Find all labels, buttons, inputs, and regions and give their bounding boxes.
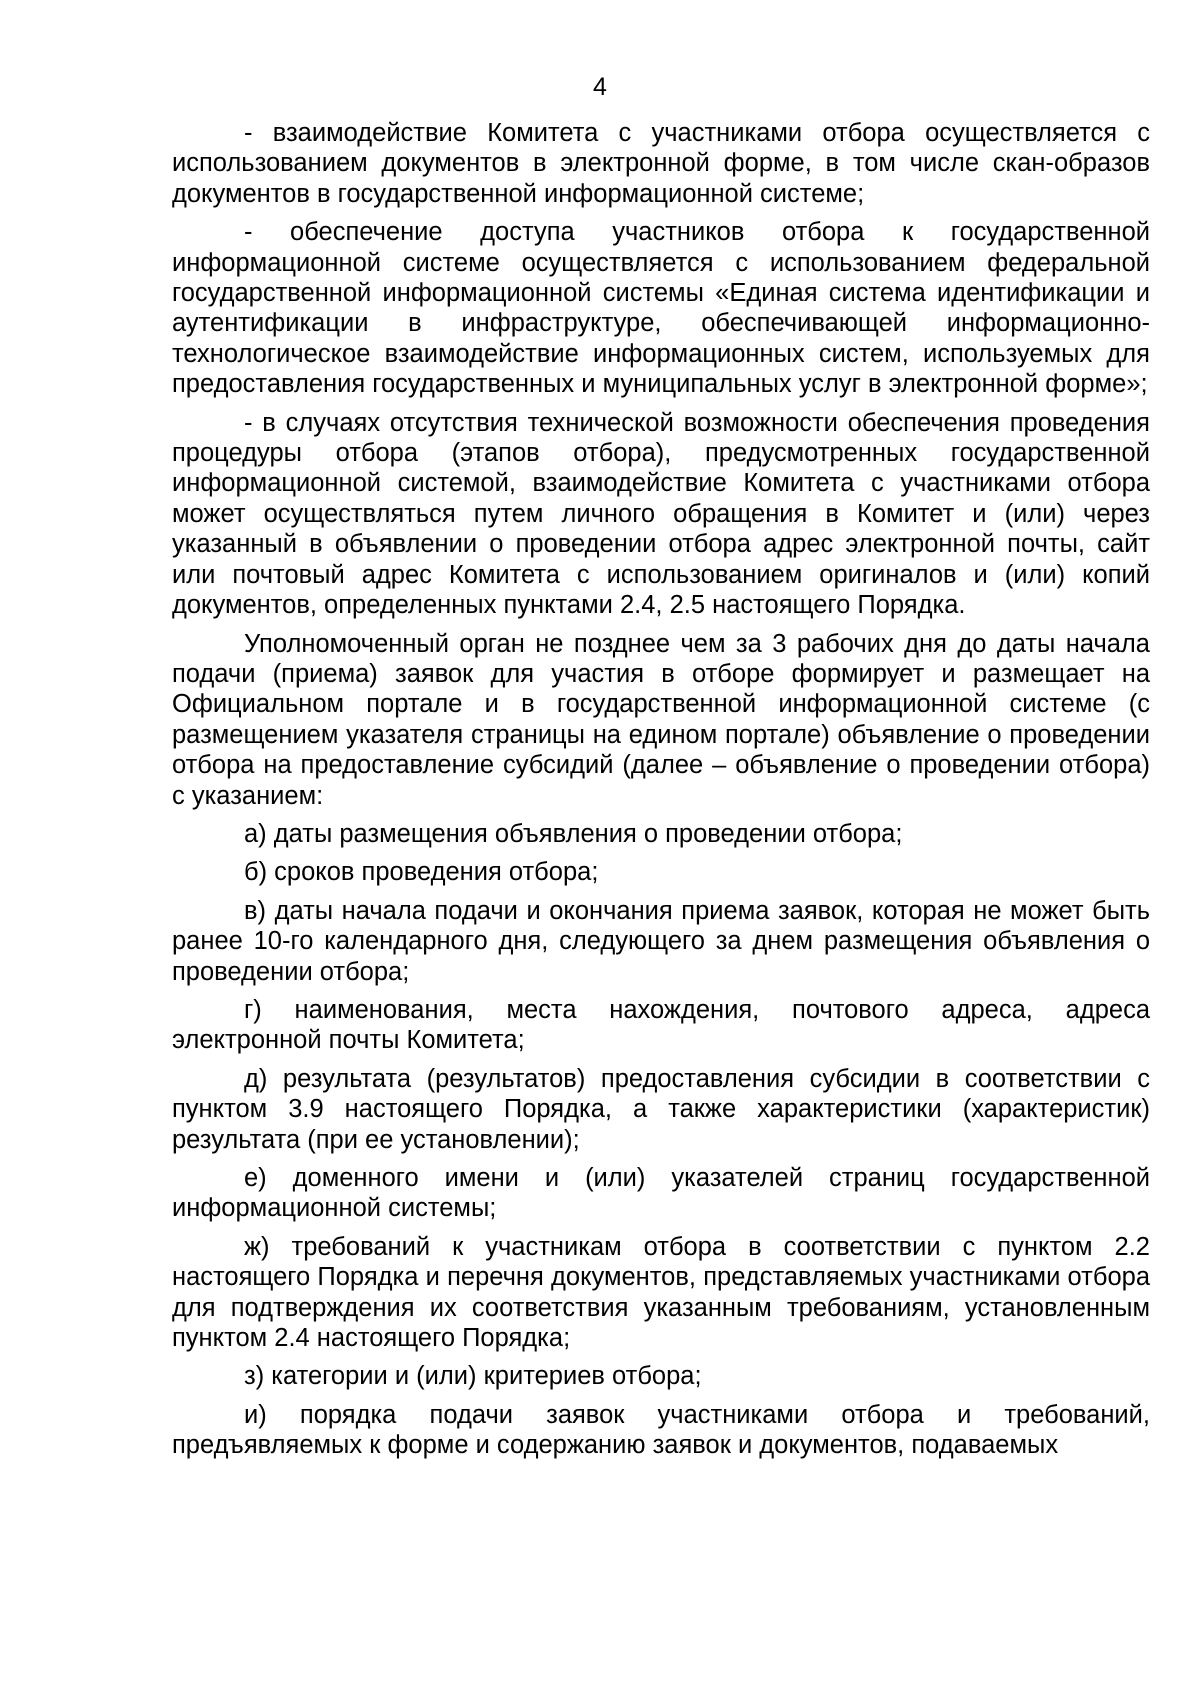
list-item-v: в) даты начала подачи и окончания приема заявок, которая не может быть ранее 10-го календарного дня, следующего за днем размещения объявления о проведении отбора;: [172, 896, 1150, 986]
list-item-e: е) доменного имени и (или) указателей страниц государственной информационной системы;: [172, 1164, 1150, 1223]
paragraph-esia-access: - обеспечение доступа участников отбора к государственной информационной системе осуществляется с использованием федеральной государственной информационной системы «Единая система идентификации и аутентификации в инфраструктуре, обеспечивающей информационно-технологическое взаимодействие информационных систем, используемых для предоставления государственных и муниципальных услуг в электронной форме»;: [172, 218, 1150, 399]
list-item-z: з) категории и (или) критериев отбора;: [244, 1362, 702, 1391]
document-body: [172, 118, 1150, 1469]
list-item-i: и) порядка подачи заявок участниками отбора и требований, предъявляемых к форме и содержанию заявок и документов, подаваемых: [172, 1400, 1150, 1460]
paragraph-electronic-interaction: - взаимодействие Комитета с участниками отбора осуществляется с использованием документов в электронной форме, в том числе скан-образов документов в государственной информационной системе;: [172, 119, 1150, 208]
list-item-a: а) даты размещения объявления о проведении отбора;: [244, 819, 903, 848]
list-item-b: б) сроков проведения отбора;: [244, 858, 599, 887]
paragraph-announcement: Уполномоченный орган не позднее чем за 3 рабочих дня до даты начала подачи (приема) заявок для участия в отборе формирует и размещает на Официальном портале и в государственной информационной системе (с размещением указателя страницы на едином портале) объявление о проведении отбора на предоставление субсидий (далее – объявление о проведении отбора) с указанием:: [172, 629, 1150, 810]
list-item-g: г) наименования, места нахождения, почтового адреса, адреса электронной почты Комитета;: [172, 995, 1150, 1055]
list-item-d: д) результата (результатов) предоставления субсидии в соответствии с пунктом 3.9 настоящего Порядка, а также характеристики (характеристик) результата (при ее установлении);: [172, 1064, 1150, 1154]
page-number: 4: [593, 73, 607, 101]
list-item-zh: ж) требований к участникам отбора в соответствии с пунктом 2.2 настоящего Порядка и перечня документов, представляемых участниками отбора для подтверждения их соответствия указанным требованиям, установленным пунктом 2.4 настоящего Порядка;: [172, 1232, 1150, 1353]
paragraph-no-technical-possibility: - в случаях отсутствия технической возможности обеспечения проведения процедуры отбора (этапов отбора), предусмотренных государственной информационной системой, взаимодействие Комитета с участниками отбора может осуществляться путем личного обращения в Комитет и (или) через указанный в объявлении о проведении отбора адрес электронной почты, сайт или почтовый адрес Комитета с использованием оригиналов и (или) копий документов, определенных пунктами 2.4, 2.5 настоящего Порядка.: [172, 408, 1150, 620]
